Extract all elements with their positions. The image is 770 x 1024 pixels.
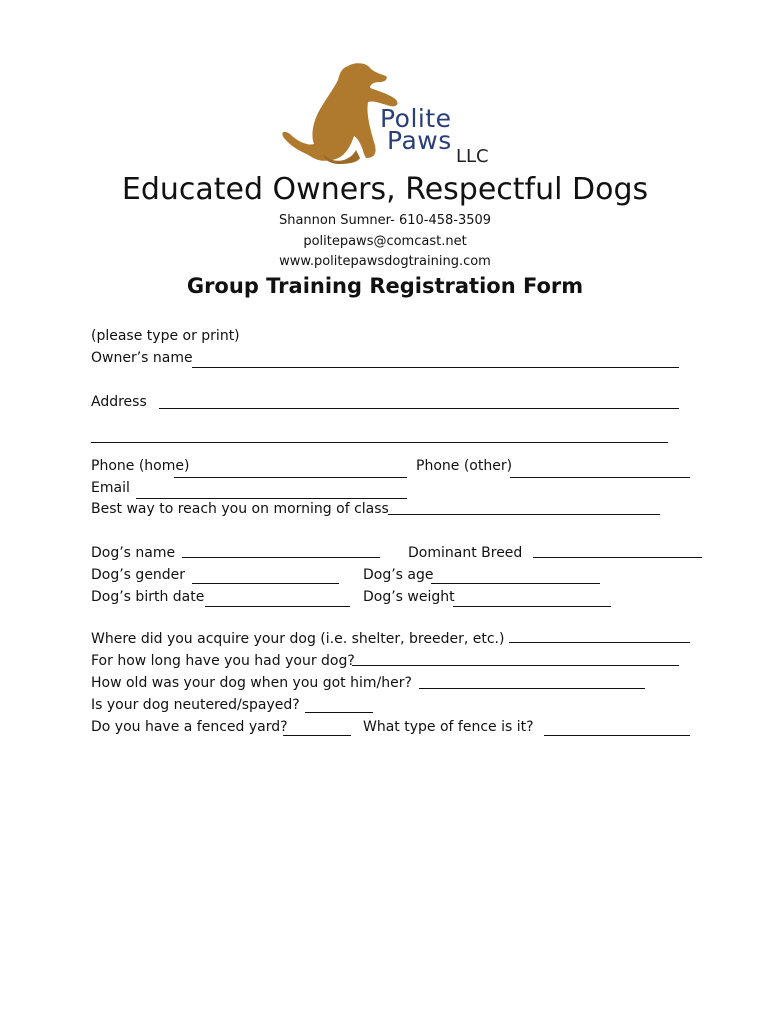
- phone-other-label: Phone (other): [416, 458, 513, 474]
- logo-name-line2: Paws: [387, 126, 452, 155]
- fenced-yard-label: Do you have a fenced yard?: [91, 719, 288, 735]
- dominant-breed-label: Dominant Breed: [408, 545, 523, 561]
- email-label: Email: [91, 480, 130, 496]
- how-old-field[interactable]: [419, 688, 645, 689]
- best-way-field[interactable]: [388, 514, 660, 515]
- form-title: Group Training Registration Form: [186, 274, 584, 298]
- fence-type-field[interactable]: [544, 735, 690, 736]
- logo-name-line1: Polite: [380, 104, 452, 133]
- logo-suffix: LLC: [456, 146, 489, 167]
- contact-website: www.politepawsdogtraining.com: [279, 254, 491, 269]
- address-label: Address: [91, 394, 147, 410]
- dogs-name-label: Dog’s name: [91, 545, 176, 561]
- owners-name-field[interactable]: [192, 367, 679, 368]
- dogs-age-field[interactable]: [431, 583, 600, 584]
- phone-other-field[interactable]: [510, 477, 690, 478]
- owners-name-label: Owner’s name: [91, 350, 193, 366]
- dogs-gender-field[interactable]: [192, 583, 339, 584]
- contact-email: politepaws@comcast.net: [303, 234, 467, 249]
- dogs-birth-date-label: Dog’s birth date: [91, 589, 205, 605]
- dogs-birth-date-field[interactable]: [205, 606, 350, 607]
- dogs-gender-label: Dog’s gender: [91, 567, 186, 583]
- where-acquire-field[interactable]: [509, 642, 690, 643]
- fenced-yard-field[interactable]: [283, 735, 351, 736]
- best-way-label: Best way to reach you on morning of class: [91, 501, 389, 517]
- dogs-weight-label: Dog’s weight: [363, 589, 455, 605]
- contact-name-phone: Shannon Sumner- 610-458-3509: [278, 213, 492, 228]
- phone-home-field[interactable]: [174, 477, 407, 478]
- how-long-field[interactable]: [352, 665, 679, 666]
- neutered-field[interactable]: [305, 712, 373, 713]
- fence-type-label: What type of fence is it?: [363, 719, 534, 735]
- address-field-line2[interactable]: [91, 442, 668, 443]
- tagline: Educated Owners, Respectful Dogs: [121, 172, 649, 207]
- email-field[interactable]: [136, 498, 407, 499]
- dogs-weight-field[interactable]: [453, 606, 611, 607]
- form-instruction: (please type or print): [91, 328, 240, 344]
- neutered-label: Is your dog neutered/spayed?: [91, 697, 300, 713]
- address-field-line1[interactable]: [159, 408, 679, 409]
- how-old-label: How old was your dog when you got him/her?: [91, 675, 412, 691]
- where-acquire-label: Where did you acquire your dog (i.e. shelter, breeder, etc.): [91, 631, 505, 647]
- dogs-age-label: Dog’s age: [363, 567, 434, 583]
- dogs-name-field[interactable]: [182, 557, 380, 558]
- dominant-breed-field[interactable]: [533, 557, 702, 558]
- phone-home-label: Phone (home): [91, 458, 190, 474]
- how-long-label: For how long have you had your dog?: [91, 653, 355, 669]
